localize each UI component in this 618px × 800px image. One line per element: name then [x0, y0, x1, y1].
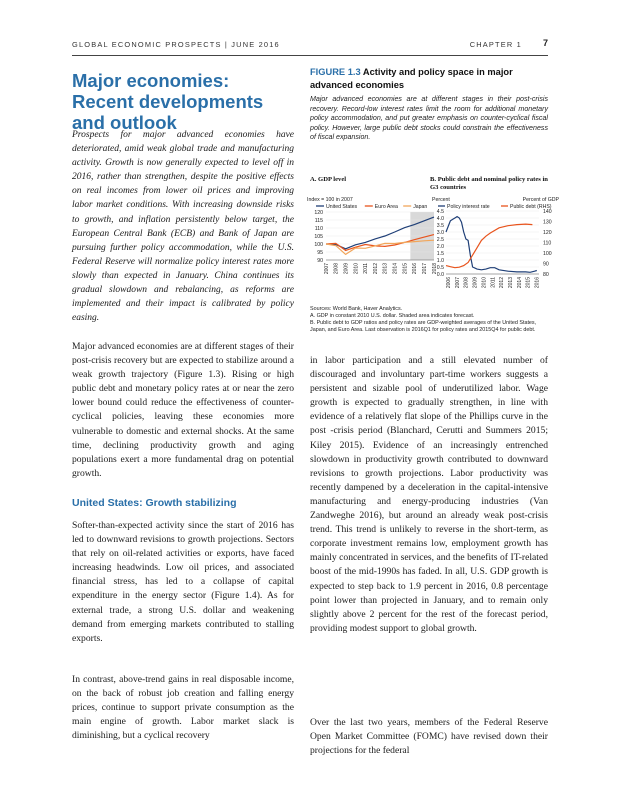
gdp-level-chart	[306, 194, 440, 302]
y-tick-label-left: 4.0	[436, 215, 444, 222]
chapter-label: CHAPTER 1	[469, 40, 522, 49]
figure-title	[310, 66, 548, 91]
y-tick-label-right: 90	[543, 261, 549, 268]
x-tick-label: 2014	[516, 277, 523, 289]
x-tick-label: 2018	[431, 263, 438, 275]
figure-1-3	[310, 66, 548, 143]
y-tick-label-left: 1.0	[436, 257, 444, 264]
subsection-heading: United States: Growth stabilizing	[72, 497, 237, 509]
legend-label: Policy interest rate	[447, 204, 490, 210]
panel-b-title: B. Public debt and nominal policy rates in G3 countries	[430, 176, 548, 191]
y-tick-label-left: 4.5	[436, 208, 444, 215]
y-tick-label: 95	[317, 249, 323, 256]
running-header-title: GLOBAL ECONOMIC PROSPECTS | JUNE 2016	[72, 40, 280, 49]
page-number: 7	[542, 38, 548, 48]
y-tick-label-left: 3.5	[436, 222, 444, 229]
y-tick-label-left: 0.0	[436, 271, 444, 278]
body-paragraph: Over the last two years, members of the Federal Reserve Open Market Committee (FOMC) have revised down their projections for the federal	[310, 717, 548, 757]
figure-notes	[310, 306, 550, 334]
x-tick-label: 2009	[343, 263, 350, 275]
figure-subtitle: Major advanced economies are at different stages in their post-crisis recovery. Record-low interest rates limit the room for additional monetary policy accommodation, and put greater emphasis on counter-cyclical fiscal policy. However, large public debt stocks could constrain the effectiveness of fiscal expansion.	[310, 95, 548, 142]
body-paragraph: Major advanced economies are at different stages of their post-crisis recovery but are expected to stabilize around a weak growth trajectory (Figure 1.3). Rising or high public debt and monetary policy rates at or near the zero lower bound could reduce the effectiveness of counter-cyclical policies, leaving these economies more vulnerable to domestic and external shocks. At the same time, declining productivity growth and aging populations exert a more fundamental drag on potential growth.	[72, 341, 294, 479]
y-tick-label-right: 80	[543, 271, 549, 278]
debt-policy-rate-chart	[432, 194, 560, 302]
body-paragraph: in labor participation and a still elevated number of discouraged and involuntary part-time workers suggests a persistent and sizable pool of underutilized labor. Wage growth is expected to gradually strengthen, in line with evidence of a relatively flat slope of the Phillips curve in the post -crisis period (Blanchard, Cerutti and Summers 2015; Kiley 2015). Evidence of an increasingly entrenched slowdown in productivity growth contributed to downward revisions to growth projections. Labor productivity was recently dampened by a deceleration in the capital-intensive manufacturing and energy-producing industries (Van Zandweghe 2016), but around an already weak post-crisis trend. This trend is unlikely to reverse in the short-term, as corporate investment remains low, employment growth has mainly concentrated in services, and the benefits of IT-related boost of the mid-1990s has faded. In all, U.S. GDP growth is expected to step back to 1.9 percent in 2016, 0.8 percentage point lower than projected in January, and to remain only slightly above 2 percent for the rest of the forecast period, providing modest support to global growth.	[310, 355, 548, 634]
x-tick-label: 2016	[412, 263, 419, 275]
x-tick-label: 2012	[372, 263, 379, 275]
x-tick-label: 2007	[323, 263, 330, 275]
x-tick-label: 2015	[525, 277, 532, 289]
legend-label: Public debt (RHS)	[510, 204, 552, 210]
y-axis-label: Index = 100 in 2007	[307, 197, 353, 203]
x-tick-label: 2011	[490, 277, 497, 288]
figure-note: B. Public debt to GDP ratios and policy rates are GDP-weighted averages of the United States, Japan, and Euro Area. Last observation is 2016Q1 for policy rates and 2015Q4 for public debt.	[310, 320, 537, 333]
figure-note: Sources: World Bank, Haver Analytics.	[310, 306, 403, 312]
y-tick-label: 105	[314, 233, 323, 240]
legend-label: United States	[326, 204, 358, 210]
x-tick-label: 2006	[446, 277, 453, 289]
x-tick-label: 2010	[481, 277, 488, 289]
y-tick-label: 120	[314, 209, 323, 216]
y-tick-label: 100	[314, 241, 323, 248]
x-tick-label: 2008	[333, 263, 340, 275]
y-axis-label-right: Percent of GDP	[522, 197, 559, 203]
legend-label: Japan	[413, 204, 428, 210]
y-tick-label-right: 140	[543, 208, 552, 215]
figure-title-text: Activity and policy space in major advanced economies	[310, 67, 513, 90]
section-abstract: Prospects for major advanced economies have deteriorated, amid weak global trade and manufacturing activity. Growth is now generally expected to level off in 2016, rather than strengthen, despite the positive effects on real incomes from lower oil prices and improving labor market conditions. With increasing downside risks to growth, and inflation persistently below target, the European Central Bank (ECB) and Bank of Japan are pursuing further policy accommodation, while the U.S. Federal Reserve will normalize policy interest rates more slowly than expected in January. China continues its gradual slowdown and rebalancing, as reforms are implemented and their impact is calibrated by policy easing.	[72, 130, 294, 324]
x-tick-label: 2009	[472, 277, 479, 289]
x-tick-label: 2008	[463, 277, 470, 289]
header-rule	[72, 55, 548, 56]
x-tick-label: 2007	[454, 277, 461, 289]
y-axis-label-left: Percent	[432, 197, 450, 203]
section-title: Major economies: Recent developments and outlook	[72, 70, 264, 133]
y-tick-label-right: 120	[543, 229, 552, 236]
x-tick-label: 2011	[363, 263, 370, 274]
y-tick-label: 115	[314, 217, 323, 224]
x-tick-label: 2014	[392, 263, 399, 275]
body-paragraph: Softer-than-expected activity since the start of 2016 has led to downward revisions to growth projections. Sectors that rely on oil-related activities or exports, have faced increasing headwinds. Low oil prices, and associated financial stress, has led to a collapse of capital expenditure in the energy sector (Figure 1.4). As for external trade, a strong U.S. dollar and weakening demand from emerging markets contributed to stalling exports.	[72, 520, 294, 644]
panel-a-title: A. GDP level	[310, 176, 347, 183]
running-header	[72, 38, 548, 52]
x-tick-label: 2013	[382, 263, 389, 275]
body-paragraph: In contrast, above-trend gains in real disposable income, on the back of robust job creation and falling energy prices, continue to support private consumption as the main engine of growth. Labor market slack is diminishing, but a cyclical recovery	[72, 674, 294, 742]
x-tick-label: 2015	[402, 263, 409, 275]
x-tick-label: 2017	[421, 263, 428, 275]
legend-label: Euro Area	[374, 204, 398, 210]
y-tick-label-left: 2.0	[436, 243, 444, 250]
x-tick-label: 2010	[353, 263, 360, 275]
y-tick-label-left: 1.5	[436, 250, 444, 257]
y-tick-label-right: 100	[543, 250, 552, 257]
y-tick-label-right: 110	[543, 240, 552, 247]
y-tick-label: 110	[314, 225, 323, 232]
y-tick-label-left: 2.5	[436, 236, 444, 243]
x-tick-label: 2013	[508, 277, 515, 289]
y-tick-label: 90	[317, 257, 323, 264]
figure-note: A. GDP in constant 2010 U.S. dollar. Shaded area indicates forecast.	[310, 313, 475, 319]
x-tick-label: 2016	[534, 277, 541, 289]
y-tick-label-right: 130	[543, 219, 552, 226]
figure-number: FIGURE 1.3	[310, 67, 361, 77]
y-tick-label-left: 0.5	[436, 264, 444, 271]
y-tick-label-left: 3.0	[436, 229, 444, 236]
x-tick-label: 2012	[499, 277, 506, 289]
